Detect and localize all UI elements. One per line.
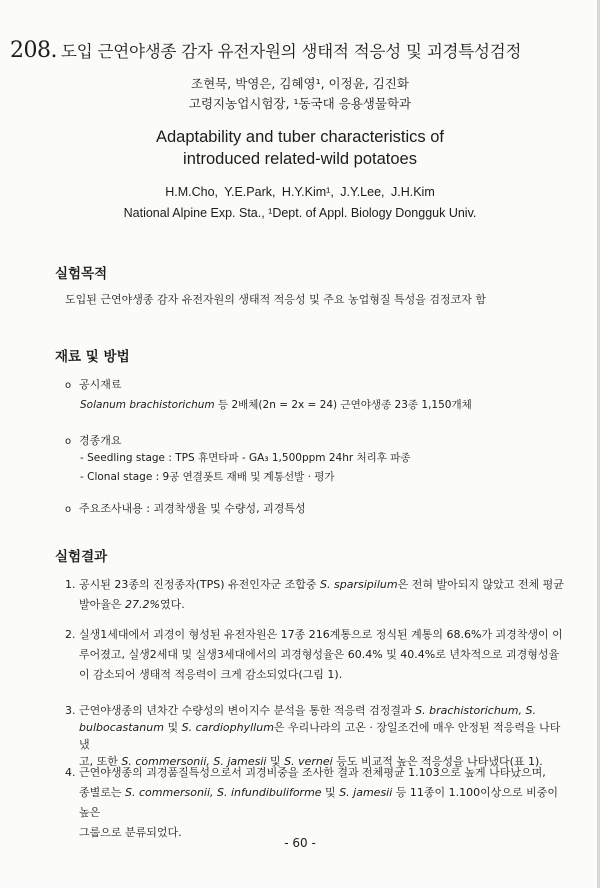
- purpose-text: 도입된 근연야생종 감자 유전자원의 생태적 적응성 및 주요 농업형질 특성을 검정코자 함: [65, 293, 486, 306]
- result-number: 4.: [65, 766, 76, 779]
- result-text: 및: [321, 786, 340, 799]
- species-name: S. vernei: [284, 755, 333, 768]
- result-text: 이 감소되어 생태적 적응력이 크게 감소되었다(그림 1).: [79, 668, 343, 681]
- materials-label: 공시재료: [79, 378, 122, 391]
- result-text: 및: [163, 721, 182, 734]
- survey-label: 주요조사내용 : 괴경착생율 및 수량성, 괴경특성: [79, 502, 306, 515]
- bullet-overview: [65, 432, 122, 448]
- result-text: 은 전혀 발아되지 않았고 전체 평균: [397, 578, 564, 591]
- bullet-survey: [65, 500, 306, 516]
- affiliations-korean: 고령지농업시험장, ¹동국대 응용생물학과: [188, 96, 412, 111]
- result-item-1: [65, 575, 570, 615]
- species-name: S. cardiophyllum: [181, 721, 274, 734]
- result-text: 은 우리나라의 고온 · 장일조건에 매우 안정된 적응력을 나타냈: [79, 721, 561, 751]
- overview-item-clonal: - Clonal stage : 9공 연결폿트 재배 및 계통선발 · 평가: [80, 471, 335, 483]
- title-english-line1: Adaptability and tuber characteristics of: [156, 128, 444, 146]
- bullet-materials: [65, 376, 122, 392]
- result-text: 였다.: [159, 598, 185, 611]
- result-text: 실생1세대에서 괴경이 형성된 유전자원은 17종 216계통으로 정식된 계통의 68.6%가 괴경착생이 이: [79, 628, 563, 641]
- result-text: 근연야생종의 년차간 수량성의 변이지수 분석을 통한 적응력 검정결과: [79, 704, 416, 717]
- section-heading-purpose: 실험목적: [55, 266, 108, 282]
- materials-detail: [80, 397, 472, 412]
- title-english-line2: introduced related-wild potatoes: [183, 150, 417, 168]
- species-name: S. commersonii, S. infundibuliforme: [125, 786, 322, 799]
- result-text: 등도 비교적 높은 적응성을 나타냈다(표 1).: [332, 755, 543, 768]
- result-text: 및: [266, 755, 285, 768]
- affiliations-english: National Alpine Exp. Sta., ¹Dept. of Appl. Biology Dongguk Univ.: [123, 206, 477, 220]
- result-text: 발아율은: [79, 598, 126, 611]
- bullet-marker: o: [65, 380, 72, 391]
- abstract-number: 208.: [10, 38, 57, 63]
- bullet-marker: o: [65, 436, 72, 447]
- overview-item-seedling: - Seedling stage : TPS 휴면타파 - GA₃ 1,500ppm 24hr 처리후 파종: [80, 452, 411, 464]
- species-name: S. commersonii, S. jamesii: [121, 755, 267, 768]
- germination-rate: 27.2%: [125, 598, 160, 611]
- species-name: S. sparsipilum: [320, 578, 398, 591]
- result-text: 루어졌고, 실생2세대 및 실생3세대에서의 괴경형성율은 60.4% 및 40.4%로 년차적으로 괴경형성율: [79, 648, 560, 661]
- result-text: 근연야생종의 괴경품질특성으로서 괴경비중을 조사한 결과 전체평균 1.103으로 높게 나타났으며,: [79, 766, 546, 779]
- materials-rest: 등 2배체(2n = 2x = 24) 근연야생종 23종 1,150개체: [214, 399, 472, 411]
- authors-korean: 조현묵, 박영은, 김혜영¹, 이정윤, 김진화: [191, 76, 409, 91]
- section-heading-methods: 재료 및 방법: [55, 349, 130, 365]
- materials-species: Solanum brachistorichum: [80, 399, 215, 411]
- page-number: - 60 -: [284, 836, 316, 850]
- result-text: 공시된 23종의 진정종자(TPS) 유전인자군 조합중: [79, 578, 321, 591]
- result-item-3: [65, 702, 570, 770]
- species-name: S. jamesii: [339, 786, 393, 799]
- result-number: 3.: [65, 704, 76, 717]
- result-item-4: [65, 763, 570, 843]
- title-korean: 도입 근연야생종 감자 유전자원의 생태적 적응성 및 괴경특성검정: [60, 42, 522, 61]
- authors-english: H.M.Cho, Y.E.Park, H.Y.Kim¹, J.Y.Lee, J.H.Kim: [165, 185, 435, 199]
- result-item-2: [65, 625, 570, 685]
- species-name: bulbocastanum: [79, 721, 164, 734]
- result-number: 2.: [65, 628, 76, 641]
- result-number: 1.: [65, 578, 76, 591]
- section-heading-results: 실험결과: [55, 549, 108, 565]
- species-name: S. brachistorichum, S.: [415, 704, 536, 717]
- result-text: 종별로는: [79, 786, 126, 799]
- result-text: 고, 또한: [79, 755, 122, 768]
- result-text: 등 11종이 1.100이상으로 비중이 높은: [79, 786, 559, 819]
- overview-label: 경종개요: [79, 434, 122, 447]
- bullet-marker: o: [65, 504, 72, 515]
- result-text: 그룹으로 분류되었다.: [79, 826, 182, 839]
- paper-title: [10, 38, 590, 63]
